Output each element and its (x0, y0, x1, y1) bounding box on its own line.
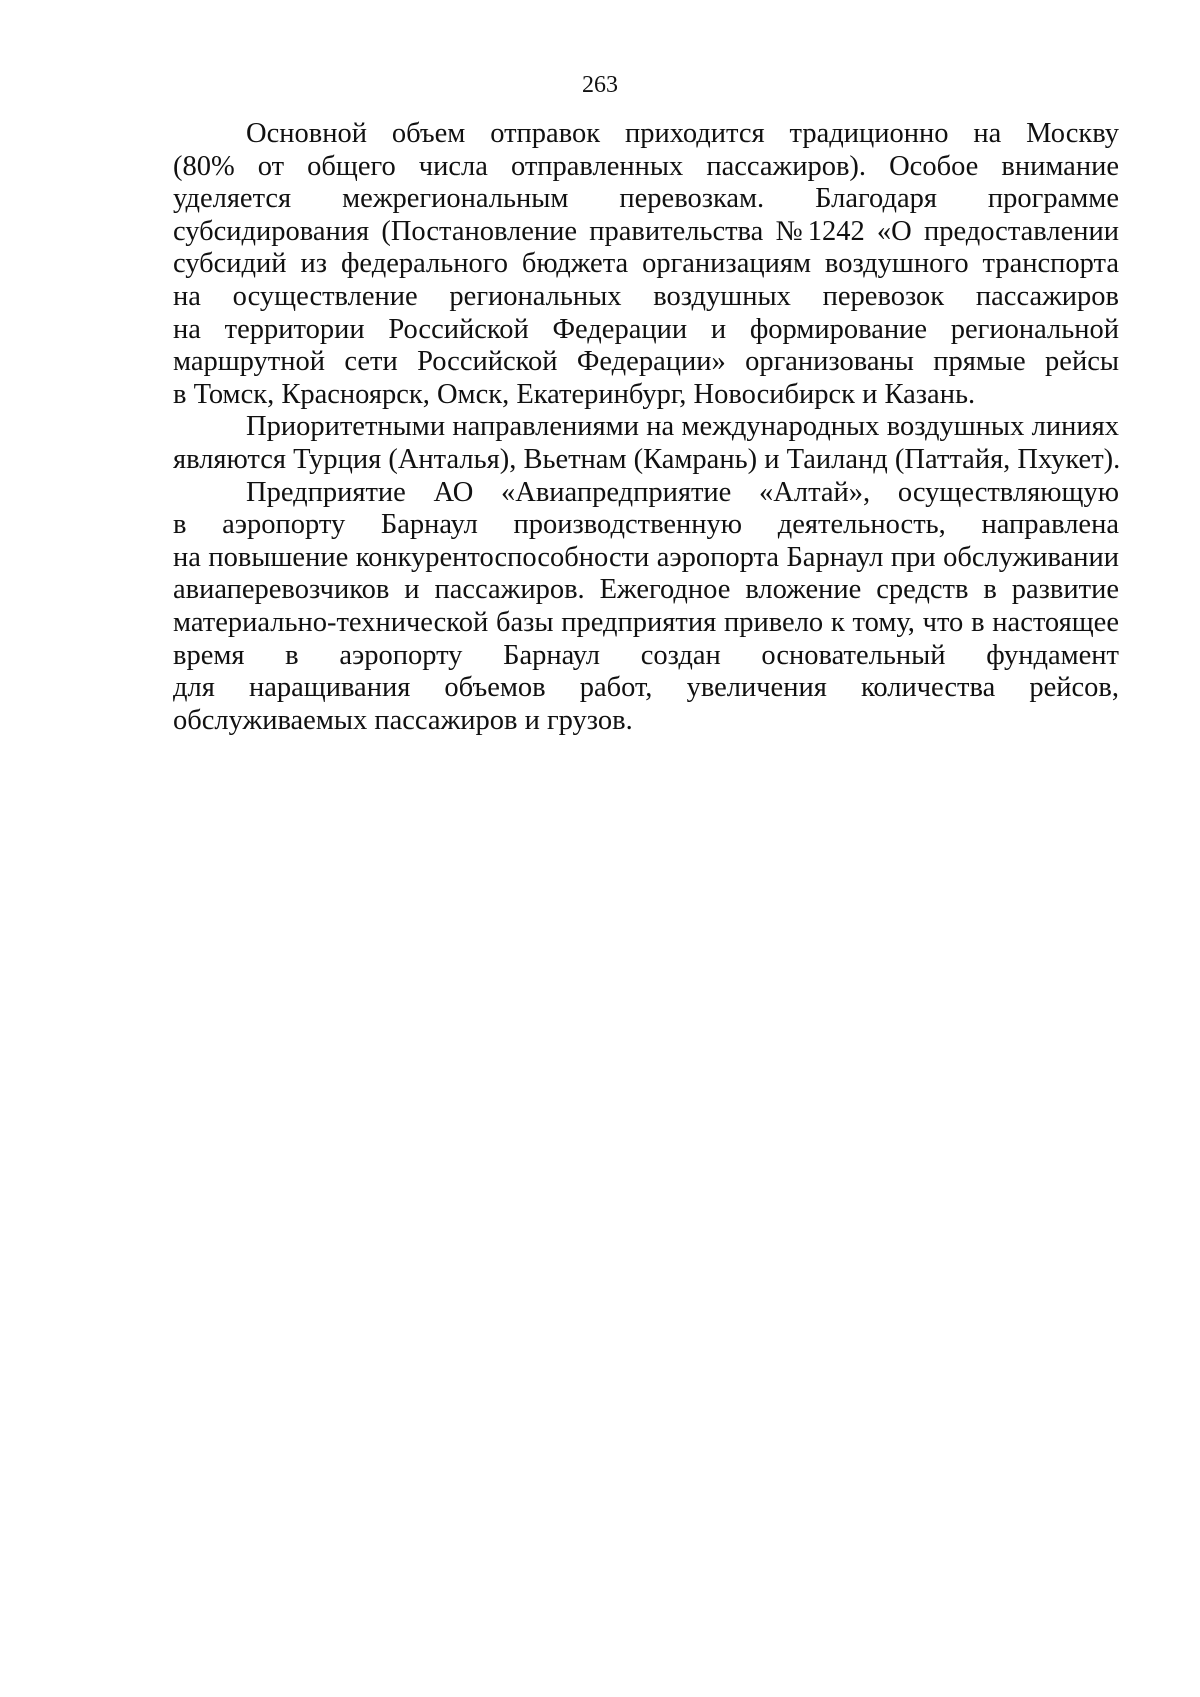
paragraph-moscow-routes (173, 118, 1119, 411)
text-line: Предприятие АО «Авиапредприятие «Алтай», осуществляющую (246, 476, 1119, 508)
text-line: для наращивания объемов работ, увеличения количества рейсов, (173, 672, 1119, 704)
text-line: уделяется межрегиональным перевозкам. Благодаря программе (173, 183, 1119, 215)
text-line: на осуществление региональных воздушных перевозок пассажиров (173, 280, 1119, 312)
text-line: (80% от общего числа отправленных пассажиров). Особое внимание (173, 150, 1119, 182)
text-line: Основной объем отправок приходится традиционно на Москву (246, 118, 1119, 149)
text-line: субсидирования (Постановление правительства №1242 «О предоставлении (173, 215, 1119, 247)
text-line: Приоритетными направлениями на международных воздушных линиях (246, 411, 1119, 443)
paragraph-airport-enterprise (173, 477, 1119, 738)
text-line: материально-технической базы предприятия привело к тому, что в настоящее (173, 606, 1119, 638)
paragraph-international-routes (173, 411, 1119, 476)
text-line: на территории Российской Федерации и формирование региональной (173, 313, 1119, 345)
text-line: в Томск, Красноярск, Омск, Екатеринбург, Новосибирск и Казань. (173, 378, 976, 410)
page-number: 263 (582, 72, 618, 98)
text-line: являются Турция (Анталья), Вьетнам (Камрань) и Таиланд (Паттайя, Пхукет). (173, 443, 1121, 475)
text-line: субсидий из федерального бюджета организациям воздушного транспорта (173, 248, 1119, 280)
text-line: на повышение конкурентоспособности аэропорта Барнаул при обслуживании (173, 541, 1119, 573)
text-line: авиаперевозчиков и пассажиров. Ежегодное вложение средств в развитие (173, 574, 1119, 606)
text-line: маршрутной сети Российской Федерации» организованы прямые рейсы (173, 346, 1119, 378)
body-text (173, 118, 1119, 737)
text-line: время в аэропорту Барнаул создан основательный фундамент (173, 639, 1119, 671)
text-line: в аэропорту Барнаул производственную деятельность, направлена (173, 509, 1119, 541)
text-line: обслуживаемых пассажиров и грузов. (173, 704, 633, 736)
